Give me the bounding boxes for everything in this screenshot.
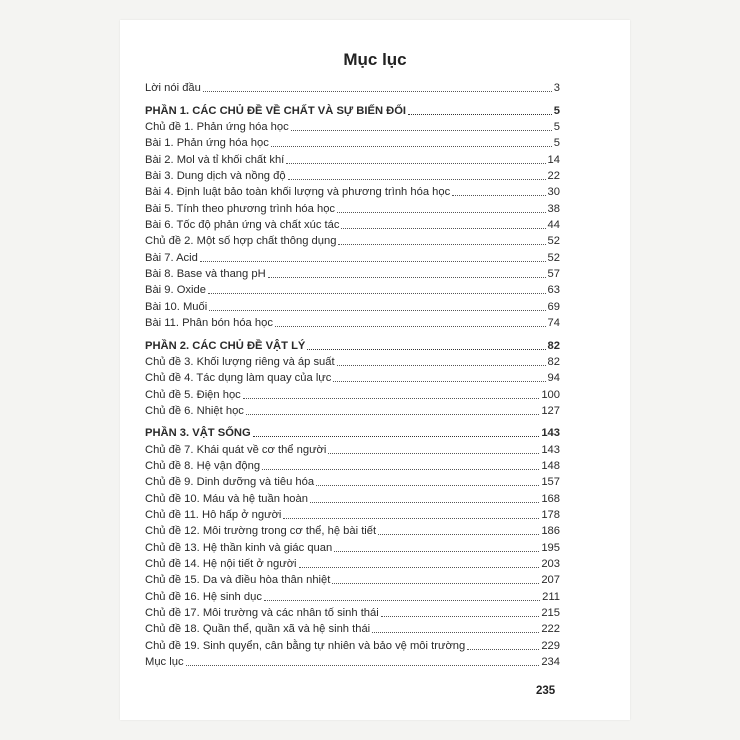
toc-row: [145, 232, 560, 248]
toc-entry-page: 143: [541, 427, 560, 440]
dot-leader: [341, 228, 545, 229]
toc-row: [145, 248, 560, 264]
toc-entry-label: Bài 8. Base và thang pH: [145, 268, 266, 281]
toc-row: [145, 402, 560, 418]
dot-leader: [334, 551, 539, 552]
toc-entry-label: Chủ đề 9. Dinh dưỡng và tiêu hóa: [145, 476, 315, 489]
toc-entry-label: Chủ đề 2. Một số hợp chất thông dụng: [145, 235, 337, 248]
toc-entry-page: 22: [547, 170, 560, 183]
dot-leader: [275, 326, 546, 327]
toc-entry-label: Bài 9. Oxide: [145, 284, 206, 297]
dot-leader: [200, 261, 546, 262]
toc-entry-label: Bài 4. Định luật bảo toàn khối lượng và phương trình hóa học: [145, 186, 451, 199]
toc-entry-page: 127: [541, 404, 560, 417]
toc-part-row: [145, 424, 560, 440]
dot-leader: [253, 436, 540, 437]
dot-leader: [310, 502, 539, 503]
toc-row: [145, 604, 560, 620]
dot-leader: [333, 381, 545, 382]
toc-row: [145, 118, 560, 134]
dot-leader: [338, 244, 545, 245]
dot-leader: [328, 453, 539, 454]
toc-entry-page: 157: [541, 476, 560, 489]
toc-entry-label: Chủ đề 4. Tác dụng làm quay của lực: [145, 372, 332, 385]
dot-leader: [243, 398, 540, 399]
table-of-contents: [145, 79, 560, 669]
toc-row: [145, 587, 560, 603]
toc-entry-page: 178: [541, 508, 560, 521]
toc-entry-page: 14: [547, 153, 560, 166]
toc-row: [145, 522, 560, 538]
toc-entry-page: 5: [553, 137, 560, 150]
toc-entry-label: Chủ đề 6. Nhiệt học: [145, 404, 244, 417]
toc-entry-page: 3: [553, 82, 560, 95]
page-number: 235: [536, 685, 556, 697]
toc-row: [145, 199, 560, 215]
toc-entry-label: PHẦN 2. CÁC CHỦ ĐỀ VẬT LÝ: [145, 339, 306, 352]
toc-row: [145, 216, 560, 232]
toc-row: [145, 473, 560, 489]
toc-entry-page: 63: [547, 284, 560, 297]
toc-row: [145, 538, 560, 554]
toc-row: [145, 620, 560, 636]
toc-entry-page: 203: [541, 557, 560, 570]
dot-leader: [283, 518, 539, 519]
toc-entry-label: PHẦN 3. VẬT SỐNG: [145, 427, 251, 440]
toc-entry-page: 211: [542, 590, 560, 603]
toc-entry-label: Chủ đề 13. Hệ thần kinh và giác quan: [145, 541, 333, 554]
toc-row: [145, 150, 560, 166]
toc-entry-page: 30: [547, 186, 560, 199]
dot-leader: [186, 665, 540, 666]
toc-entry-page: 52: [547, 235, 560, 248]
toc-entry-page: 100: [541, 388, 560, 401]
toc-entry-page: 207: [541, 574, 560, 587]
toc-row: [145, 653, 560, 669]
toc-entry-page: 57: [547, 268, 560, 281]
dot-leader: [203, 91, 552, 92]
toc-entry-label: Lời nói đầu: [145, 82, 201, 95]
toc-row: [145, 314, 560, 330]
toc-row: [145, 489, 560, 505]
toc-entry-label: Bài 1. Phản ứng hóa học: [145, 137, 269, 150]
dot-leader: [246, 414, 539, 415]
toc-row: [145, 440, 560, 456]
toc-entry-label: Chủ đề 7. Khái quát về cơ thể người: [145, 443, 327, 456]
toc-entry-label: Bài 5. Tính theo phương trình hóa học: [145, 202, 336, 215]
toc-entry-page: 229: [541, 639, 560, 652]
toc-row: [145, 281, 560, 297]
toc-entry-label: Bài 10. Muối: [145, 300, 208, 313]
toc-row: [145, 571, 560, 587]
toc-entry-page: 44: [547, 219, 560, 232]
toc-entry-label: Chủ đề 1. Phản ứng hóa học: [145, 121, 289, 134]
toc-entry-label: Chủ đề 15. Da và điều hòa thân nhiệt: [145, 574, 331, 587]
toc-entry-page: 52: [547, 251, 560, 264]
toc-part-row: [145, 101, 560, 117]
dot-leader: [408, 114, 552, 115]
toc-entry-page: 234: [541, 656, 560, 669]
dot-leader: [264, 600, 540, 601]
toc-entry-label: Chủ đề 11. Hô hấp ở người: [145, 508, 282, 521]
toc-row: [145, 167, 560, 183]
toc-entry-page: 222: [541, 623, 560, 636]
toc-entry-page: 5: [553, 121, 560, 134]
toc-entry-page: 186: [541, 525, 560, 538]
dot-leader: [299, 567, 540, 568]
toc-entry-label: Bài 2. Mol và tỉ khối chất khí: [145, 153, 285, 166]
book-page: [120, 20, 630, 720]
dot-leader: [378, 534, 539, 535]
toc-row: [145, 183, 560, 199]
dot-leader: [291, 130, 552, 131]
dot-leader: [372, 632, 539, 633]
dot-leader: [337, 365, 546, 366]
toc-entry-label: Chủ đề 14. Hệ nội tiết ở người: [145, 557, 297, 570]
toc-row: [145, 369, 560, 385]
toc-entry-label: Chủ đề 8. Hệ vận động: [145, 459, 261, 472]
page-title: Mục lục: [343, 50, 407, 69]
dot-leader: [262, 469, 539, 470]
toc-entry-page: 215: [541, 607, 560, 619]
dot-leader: [268, 277, 546, 278]
toc-part-row: [145, 336, 560, 352]
dot-leader: [286, 163, 545, 164]
toc-row: [145, 506, 560, 522]
toc-entry-page: 82: [547, 339, 560, 352]
toc-row: [145, 297, 560, 313]
dot-leader: [467, 649, 539, 650]
toc-entry-label: Bài 6. Tốc độ phản ứng và chất xúc tác: [145, 219, 340, 232]
toc-entry-page: 148: [541, 459, 560, 472]
toc-row: [145, 265, 560, 281]
toc-row: [145, 134, 560, 150]
toc-entry-label: Chủ đề 19. Sinh quyển, cân bằng tự nhiên và bảo vệ môi trường: [145, 639, 466, 652]
toc-row: [145, 555, 560, 571]
dot-leader: [332, 583, 539, 584]
toc-entry-label: Bài 11. Phân bón hóa học: [145, 317, 273, 330]
dot-leader: [337, 212, 546, 213]
toc-entry-page: 143: [541, 443, 560, 456]
toc-entry-label: Bài 3. Dung dịch và nồng độ: [145, 170, 286, 183]
toc-row: [145, 79, 560, 95]
toc-entry-label: Chủ đề 12. Môi trường trong cơ thể, hệ bài tiết: [145, 525, 377, 538]
dot-leader: [208, 293, 546, 294]
toc-entry-page: 74: [547, 317, 560, 330]
toc-entry-label: Chủ đề 18. Quần thể, quần xã và hệ sinh thái: [145, 623, 371, 636]
toc-row: [145, 353, 560, 369]
toc-entry-page: 38: [547, 202, 560, 215]
toc-entry-page: 195: [541, 541, 560, 554]
toc-entry-label: Chủ đề 10. Máu và hệ tuần hoàn: [145, 492, 308, 505]
toc-row: [145, 385, 560, 401]
toc-entry-page: 94: [547, 372, 560, 385]
toc-row: [145, 636, 560, 652]
toc-entry-page: 168: [541, 492, 560, 505]
toc-entry-label: Mục lục: [145, 656, 184, 669]
dot-leader: [452, 195, 545, 196]
dot-leader: [307, 349, 545, 350]
toc-entry-page: 69: [547, 300, 560, 313]
toc-entry-label: Chủ đề 3. Khối lượng riêng và áp suất: [145, 355, 335, 368]
toc-entry-page: 82: [547, 355, 560, 368]
dot-leader: [316, 485, 539, 486]
toc-entry-label: PHẦN 1. CÁC CHỦ ĐỀ VỀ CHẤT VÀ SỰ BIẾN ĐỔI: [145, 104, 407, 117]
toc-entry-label: Chủ đề 16. Hệ sinh dục: [145, 590, 262, 603]
dot-leader: [209, 310, 545, 311]
toc-entry-label: Chủ đề 5. Điện học: [145, 388, 241, 401]
dot-leader: [381, 616, 540, 617]
dot-leader: [271, 146, 552, 147]
toc-entry-label: Chủ đề 17. Môi trường và các nhân tố sinh thái: [145, 607, 379, 619]
toc-entry-page: 5: [553, 104, 560, 117]
toc-entry-label: Bài 7. Acid: [145, 251, 198, 264]
toc-row: [145, 457, 560, 473]
dot-leader: [288, 179, 546, 180]
